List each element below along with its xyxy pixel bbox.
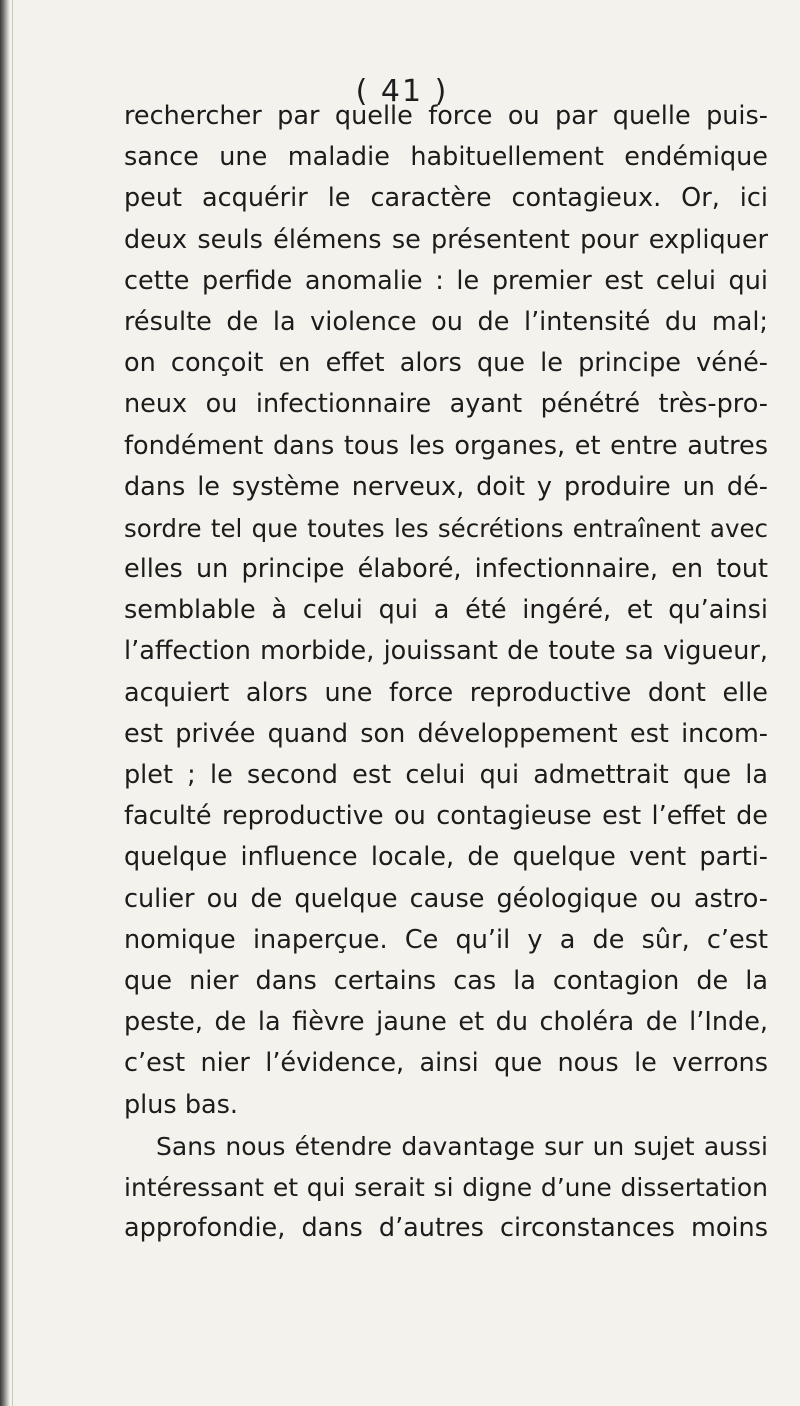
text-line: plet ; le second est celui qui admettrait que la — [124, 760, 768, 790]
text-line: culier ou de quelque cause géologique ou astro- — [124, 883, 768, 914]
page-number: ( 41 ) — [355, 74, 449, 109]
text-line: est privée quand son développement est incom- — [124, 718, 768, 749]
text-line: nomique inaperçue. Ce qu’il y a de sûr, c’est — [124, 924, 768, 955]
text-line: on conçoit en effet alors que le principe véné- — [124, 348, 768, 379]
body-text — [124, 96, 768, 1249]
text-line: l’affection morbide, jouissant de toute sa vigueur, — [124, 636, 768, 667]
text-line: dans le système nerveux, doit y produire un dé- — [124, 471, 768, 502]
text-line: rechercher par quelle force ou par quelle puis- — [124, 101, 768, 131]
text-line: semblable à celui qui a été ingéré, et qu’ainsi — [124, 595, 768, 626]
text-line: résulte de la violence ou de l’intensité du mal; — [124, 306, 768, 337]
text-line: sordre tel que toutes les sécrétions entraînent avec — [124, 513, 768, 543]
text-line: peste, de la fièvre jaune et du choléra de l’Inde, — [124, 1007, 768, 1038]
page-binding-shadow — [0, 0, 10, 1406]
text-line: peut acquérir le caractère contagieux. Or, ici — [124, 183, 768, 214]
text-line: approfondie, dans d’autres circonstances moins — [124, 1213, 768, 1244]
text-line: intéressant et qui serait si digne d’une dissertation — [124, 1172, 768, 1202]
text-line: cette perfide anomalie : le premier est celui qui — [124, 265, 768, 296]
page-edge-line — [12, 0, 13, 1406]
text-line: sance une maladie habituellement endémique — [124, 142, 768, 173]
paragraph-start-line: Sans nous étendre davantage sur un sujet aussi — [156, 1131, 768, 1161]
text-line: deux seuls élémens se présentent pour expliquer — [124, 224, 768, 255]
text-line: quelque influence locale, de quelque vent parti- — [124, 842, 768, 873]
paragraph-end-line: plus bas. — [124, 1089, 239, 1120]
text-line: fondément dans tous les organes, et entre autres — [124, 430, 768, 461]
text-line: que nier dans certains cas la contagion de la — [124, 965, 768, 996]
text-line: neux ou infectionnaire ayant pénétré très-pro- — [124, 389, 768, 420]
text-line: faculté reproductive ou contagieuse est l’effet de — [124, 801, 768, 832]
text-line: c’est nier l’évidence, ainsi que nous le verrons — [124, 1048, 768, 1079]
text-line: acquiert alors une force reproductive dont elle — [124, 677, 768, 708]
text-line: elles un principe élaboré, infectionnaire, en tout — [124, 554, 768, 585]
